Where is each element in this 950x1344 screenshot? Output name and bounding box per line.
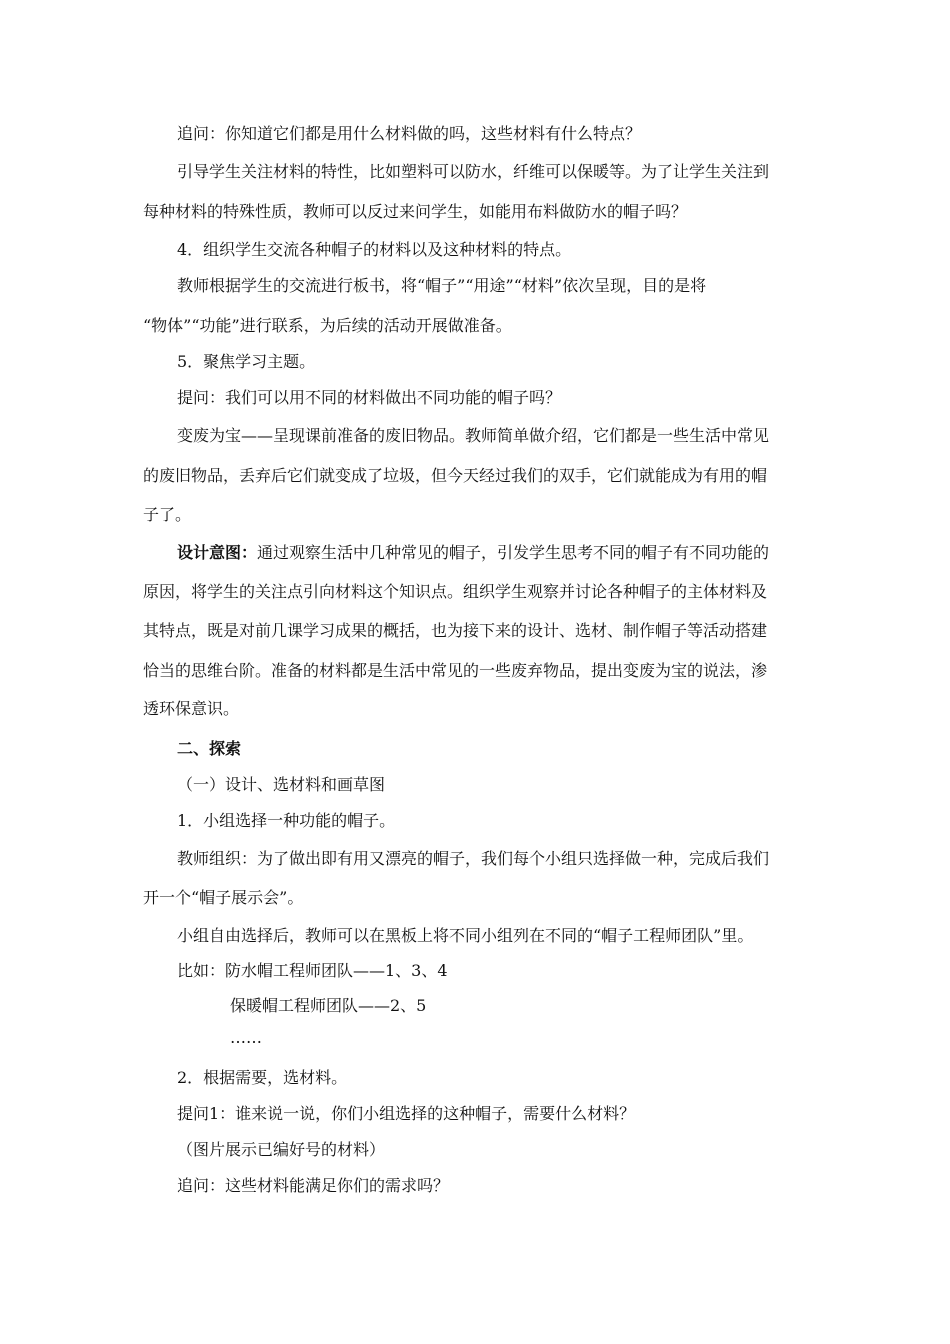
paragraph-line: 教师组织：为了做出即有用又漂亮的帽子，我们每个小组只选择做一种，完成后我们 (177, 849, 770, 868)
paragraph-line: “物体”“功能”进行联系，为后续的活动开展做准备。 (143, 316, 512, 335)
design-intent-line (177, 543, 769, 563)
paragraph-line: 子了。 (143, 505, 192, 524)
paragraph-line: 5．聚焦学习主题。 (177, 352, 316, 371)
paragraph-line: 2．根据需要，选材料。 (177, 1068, 348, 1087)
paragraph-line: 其特点，既是对前几课学习成果的概括，也为接下来的设计、选材、制作帽子等活动搭建 (143, 621, 768, 640)
design-intent-label: 设计意图： (177, 543, 258, 562)
paragraph-line: 1．小组选择一种功能的帽子。 (177, 811, 396, 830)
subsection-heading: （一）设计、选材料和画草图 (177, 775, 386, 794)
section-heading: 二、探索 (177, 739, 242, 758)
paragraph-line: 小组自由选择后，教师可以在黑板上将不同小组列在不同的“帽子工程师团队”里。 (177, 926, 754, 945)
paragraph-line: 的废旧物品，丢弃后它们就变成了垃圾，但今天经过我们的双手，它们就能成为有用的帽 (143, 466, 768, 485)
paragraph-line: 透环保意识。 (143, 699, 240, 718)
design-intent-text: 通过观察生活中几种常见的帽子，引发学生思考不同的帽子有不同功能的 (257, 543, 770, 562)
paragraph-line: 教师根据学生的交流进行板书，将“帽子”“用途”“材料”依次呈现，目的是将 (177, 276, 707, 295)
paragraph-line: 保暖帽工程师团队——2、5 (230, 996, 427, 1015)
paragraph-line: 变废为宝——呈现课前准备的废旧物品。教师简单做介绍，它们都是一些生活中常见 (177, 426, 770, 445)
paragraph-line: 原因，将学生的关注点引向材料这个知识点。组织学生观察并讨论各种帽子的主体材料及 (143, 582, 768, 601)
paragraph-line: 提问：我们可以用不同的材料做出不同功能的帽子吗？ (177, 388, 562, 407)
paragraph-line: 每种材料的特殊性质，教师可以反过来问学生，如能用布料做防水的帽子吗？ (143, 202, 688, 221)
ellipsis-line: …… (230, 1028, 262, 1047)
paragraph-line: 恰当的思维台阶。准备的材料都是生活中常见的一些废弃物品，提出变废为宝的说法，渗 (143, 661, 768, 680)
paragraph-line: 提问1：谁来说一说，你们小组选择的这种帽子，需要什么材料？ (177, 1104, 636, 1123)
paragraph-line: 追问：你知道它们都是用什么材料做的吗，这些材料有什么特点？ (177, 124, 642, 143)
paragraph-line: 追问：这些材料能满足你们的需求吗？ (177, 1176, 450, 1195)
paragraph-line: 开一个“帽子展示会”。 (143, 888, 304, 907)
paragraph-line: （图片展示已编好号的材料） (177, 1140, 386, 1159)
paragraph-line: 比如：防水帽工程师团队——1、3、4 (177, 961, 448, 980)
paragraph-line: 4．组织学生交流各种帽子的材料以及这种材料的特点。 (177, 240, 572, 259)
paragraph-line: 引导学生关注材料的特性，比如塑料可以防水，纤维可以保暖等。为了让学生关注到 (177, 162, 770, 181)
